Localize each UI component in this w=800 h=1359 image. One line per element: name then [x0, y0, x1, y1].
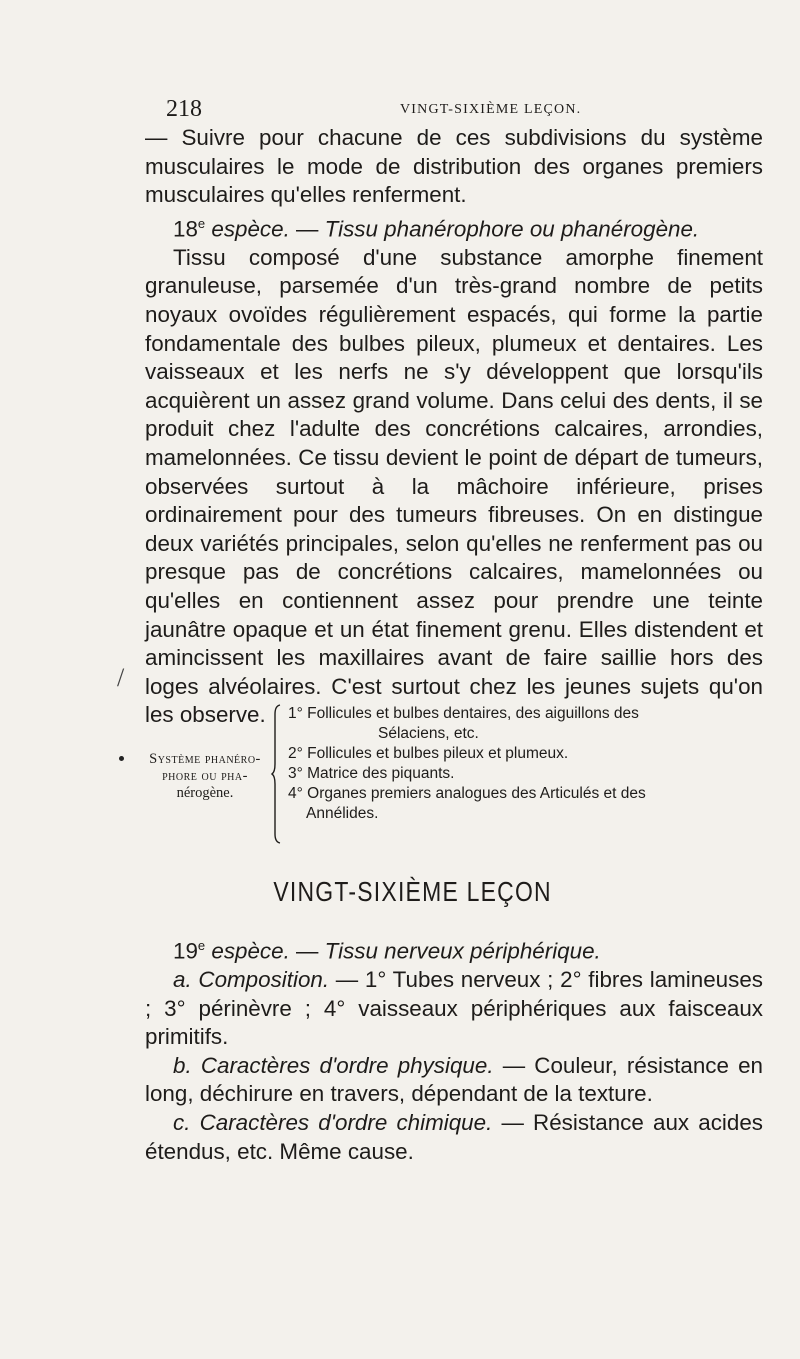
- page-number: 218: [166, 96, 202, 122]
- composition-text: — 1° Tubes nerveux ; 2° fibres lamineuses ; 3° périnèvre ; 4° vaisseaux périphériques aux faisceaux primitifs.: [145, 967, 763, 1050]
- system-label-line-3: nérogène.: [176, 785, 234, 801]
- margin-mark: /: [117, 663, 125, 692]
- system-label-line-2: phore ou pha-: [162, 768, 248, 784]
- classification-item-2: [288, 744, 768, 764]
- chapter-heading: VINGT-SIXIÈME LEÇON: [273, 876, 552, 907]
- item-text: Follicules et bulbes dentaires, des aiguillons des: [307, 705, 639, 722]
- paragraph-composition: [145, 966, 763, 1052]
- item-continuation: Sélaciens, etc.: [378, 725, 479, 742]
- species-label: espèce.: [205, 216, 290, 242]
- classification-items: [288, 704, 768, 824]
- paragraph-chemical-characters: [145, 1109, 763, 1166]
- paragraph-tissue-description: Tissu composé d'une substance amorphe finement granuleuse, parsemée d'un très-grand nombre de petits noyaux ovoïdes régulièrement espacés, qui forme la partie fondamentale des bulbes pileux, plumeux et dentaires. Les vaisseaux et les nerfs ne s'y développent que lorsqu'ils acquièrent un assez grand volume. Dans celui des dents, il se produit chez l'adulte des concrétions calcaires, arrondies, mamelonnées. Ce tissu devient le point de départ de tumeurs, observées surtout à la mâchoire inférieure, prises ordinairement pour des tumeurs fibreuses. On en distingue deux variétés principales, selon qu'elles ne renferment pas ou presque pas de concrétions calcaires, mamelonnées ou qu'elles en contiennent assez pour prendre une teinte jaunâtre opaque et un état finement grenu. Elles distendent et amincissent les maxillaires avant de faire saillie hors des loges alvéolaires. C'est surtout chez les jeunes sujets qu'on les observe.: [145, 244, 763, 728]
- species-sup: e: [197, 938, 206, 953]
- paragraph-physical-characters: [145, 1052, 763, 1109]
- running-title: VINGT-SIXIÈME LEÇON.: [400, 102, 582, 117]
- system-label-line-1: Système phanéro-: [149, 751, 261, 767]
- species-label: espèce.: [205, 938, 290, 964]
- chemical-text: — Résistance aux acides étendus, etc. Même cause.: [145, 1110, 763, 1164]
- classification-item-4: [288, 784, 768, 824]
- classification-item-3: [288, 764, 768, 784]
- species-title: Tissu phanérophore ou phanérogène.: [324, 216, 700, 242]
- species-title: Tissu nerveux périphérique.: [324, 938, 601, 964]
- item-number: 3°: [288, 765, 303, 782]
- item-text: Organes premiers analogues des Articulés et des: [307, 785, 646, 802]
- heading-dash: —: [289, 938, 325, 964]
- text-block-upper: [145, 124, 763, 730]
- paragraph-species-18-heading: [145, 210, 763, 244]
- classification-item-1: [288, 704, 768, 744]
- species-number: 19: [173, 938, 198, 964]
- system-label: [145, 751, 265, 802]
- physical-label: b. Caractères d'ordre physique.: [173, 1052, 494, 1078]
- composition-label: a. Composition.: [173, 967, 330, 993]
- item-text: Matrice des piquants.: [307, 765, 455, 782]
- item-text: Follicules et bulbes pileux et plumeux.: [307, 745, 569, 762]
- paragraph-species-19-heading: [145, 932, 763, 966]
- text-block-lower: [145, 932, 763, 1166]
- item-number: 2°: [288, 745, 303, 762]
- running-head: [166, 96, 746, 126]
- species-number: 18: [173, 216, 198, 242]
- species-sup: e: [197, 215, 206, 231]
- physical-text: — Couleur, résistance en long, déchirure en travers, dépendant de la texture.: [145, 1052, 764, 1107]
- chemical-label: c. Caractères d'ordre chimique.: [173, 1110, 493, 1136]
- item-number: 4°: [288, 785, 303, 802]
- curly-brace: [271, 704, 281, 844]
- margin-dot: [119, 756, 124, 761]
- paragraph-subdivisions: — Suivre pour chacune de ces subdivisions du système musculaires le mode de distribution des organes premiers musculaires qu'elles renferment.: [145, 125, 763, 208]
- classification-table: [145, 704, 765, 854]
- item-continuation: Annélides.: [306, 805, 379, 822]
- heading-dash: —: [289, 216, 325, 242]
- item-number: 1°: [288, 705, 303, 722]
